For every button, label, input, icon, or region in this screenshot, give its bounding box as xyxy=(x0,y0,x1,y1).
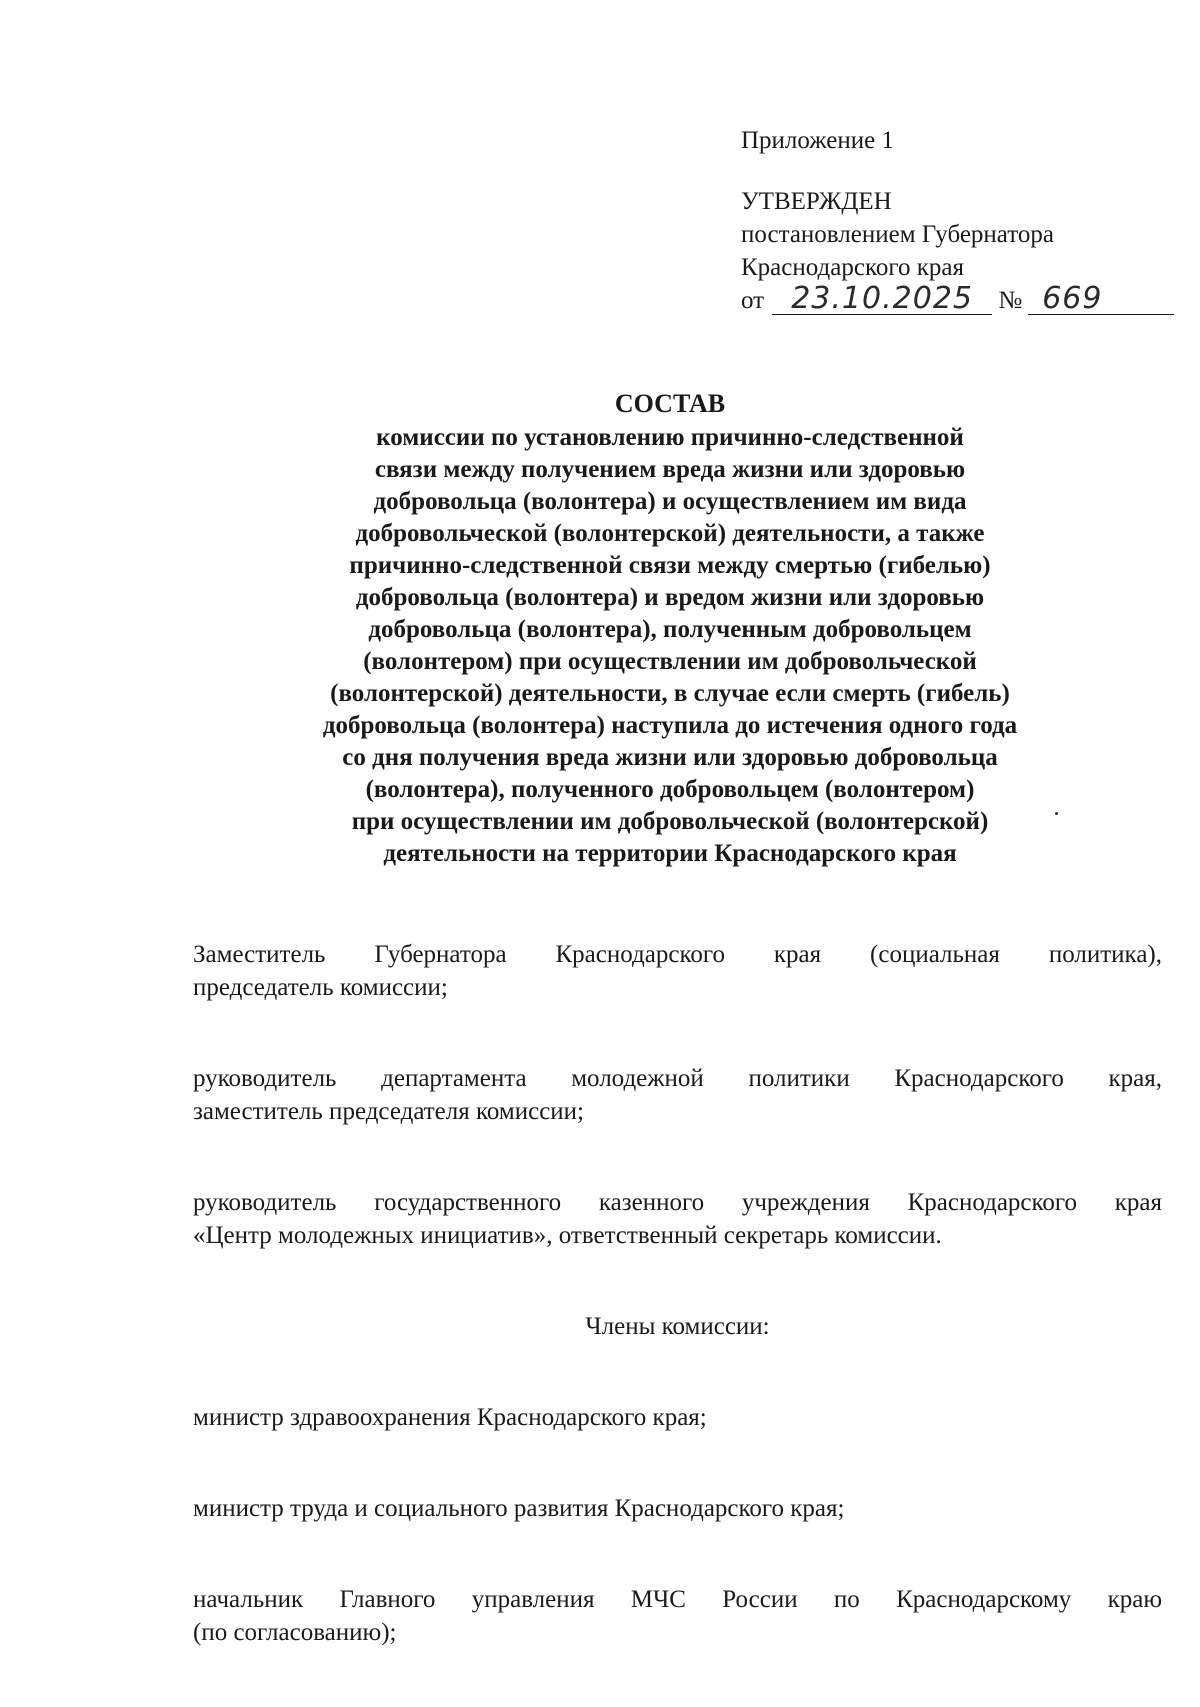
members-heading: Члены комиссии: xyxy=(585,1313,770,1340)
entry-line: Заместитель Губернатора Краснодарского края (социальная политика), xyxy=(193,941,1162,968)
from-label: от xyxy=(741,287,765,314)
entry-line: (по согласованию); xyxy=(193,1619,397,1646)
title-line: добровольческой (волонтерской) деятельности, а также xyxy=(355,520,985,547)
entry-line: министр труда и социального развития Краснодарского края; xyxy=(193,1495,845,1522)
region-line: Краснодарского края xyxy=(741,254,964,281)
deputy-chairman-entry xyxy=(193,1062,1162,1128)
title-line: связи между получением вреда жизни или здоровью xyxy=(374,456,966,483)
title-heading: СОСТАВ xyxy=(614,389,726,418)
date-number-line xyxy=(741,281,1161,317)
entry-line: министр здравоохранения Краснодарского края; xyxy=(193,1404,707,1431)
entry-line: «Центр молодежных инициатив», ответственный секретарь комиссии. xyxy=(193,1222,942,1249)
title-line: причинно-следственной связи между смертью (гибелью) xyxy=(349,552,991,579)
title-line: добровольца (волонтера) и осуществлением им вида xyxy=(373,488,967,515)
secretary-entry xyxy=(193,1186,1162,1252)
handwritten-number: 669 xyxy=(1028,284,1174,315)
number-label: № xyxy=(998,287,1023,314)
document-title xyxy=(230,386,1110,870)
title-line: добровольца (волонтера) наступила до истечения одного года xyxy=(322,712,1018,739)
title-line: деятельности на территории Краснодарского края xyxy=(383,840,957,867)
title-line: добровольца (волонтера) и вредом жизни или здоровью xyxy=(355,584,985,611)
appendix-label: Приложение 1 xyxy=(741,127,894,154)
title-line: добровольца (волонтера), полученным добровольцем xyxy=(368,616,972,643)
member-entry xyxy=(193,1401,1162,1434)
member-entry xyxy=(193,1492,1162,1525)
title-line: (волонтерской) деятельности, в случае если смерть (гибель) xyxy=(330,680,1010,707)
chairman-entry xyxy=(193,938,1162,1004)
entry-line: председатель комиссии; xyxy=(193,974,448,1001)
title-line: при осуществлении им добровольческой (волонтерской) xyxy=(351,808,989,835)
approved-label: УТВЕРЖДЕН xyxy=(741,188,892,215)
entry-line: руководитель государственного казенного учреждения Краснодарского края xyxy=(193,1189,1162,1216)
handwritten-date: 23.10.2025 xyxy=(772,284,992,315)
scan-speck xyxy=(1055,812,1058,815)
entry-line: начальник Главного управления МЧС России по Краснодарскому краю xyxy=(193,1586,1162,1613)
title-line: комиссии по установлению причинно-следственной xyxy=(376,424,964,451)
title-line: (волонтером) при осуществлении им добровольческой xyxy=(363,648,977,675)
entry-line: руководитель департамента молодежной политики Краснодарского края, xyxy=(193,1065,1162,1092)
entry-line: заместитель председателя комиссии; xyxy=(193,1098,585,1125)
title-line: (волонтера), полученного добровольцем (волонтером) xyxy=(365,776,975,803)
member-entry xyxy=(193,1583,1162,1649)
title-line: со дня получения вреда жизни или здоровью добровольца xyxy=(342,744,998,771)
decree-line: постановлением Губернатора xyxy=(741,221,1054,248)
commission-composition xyxy=(193,938,1162,1707)
approval-stamp-block xyxy=(741,124,1161,317)
